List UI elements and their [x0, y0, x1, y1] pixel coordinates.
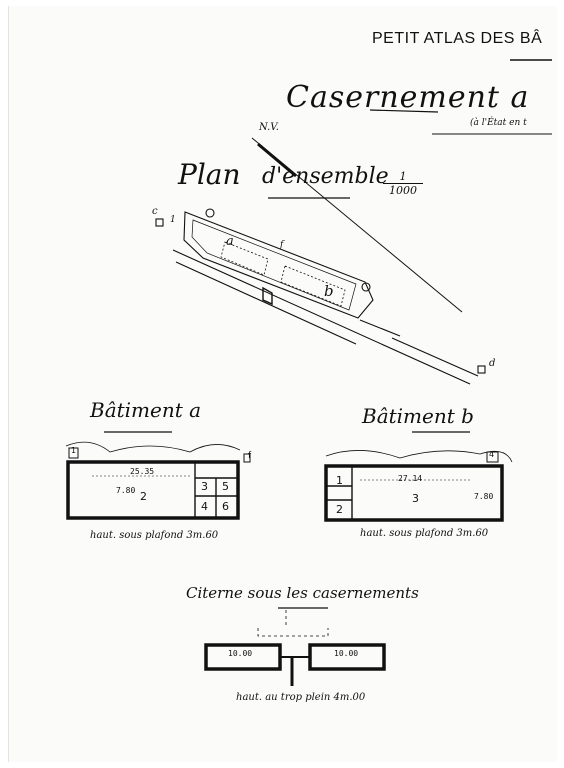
main-title: Casernement a — [286, 80, 530, 115]
batiment-b-width: 7.80 — [474, 492, 494, 501]
site-label-1: 1 — [170, 215, 176, 225]
citerne-caption: haut. au trop plein 4m.00 — [236, 692, 366, 703]
north-label: N.V. — [259, 122, 279, 133]
room-a-2: 2 — [140, 490, 147, 503]
batiment-a-width: 7.80 — [116, 486, 136, 495]
subtitle: (à l'État en t — [470, 118, 527, 128]
batiment-a-title: Bâtiment a — [90, 398, 202, 422]
scale-denominator: 1000 — [389, 184, 417, 197]
room-b-4: 4 — [489, 450, 495, 459]
plan-title-word: Plan — [178, 158, 241, 191]
room-a-1: 1 — [71, 446, 77, 455]
room-a-4: 4 — [201, 500, 208, 513]
room-b-3: 3 — [412, 492, 419, 505]
citerne-dim-right: 10.00 — [334, 649, 359, 658]
room-a-6: 6 — [222, 500, 229, 513]
site-label-d: d — [489, 358, 496, 369]
plan-batiment-b — [326, 450, 512, 520]
room-b-1: 1 — [336, 474, 343, 487]
site-label-c: c — [152, 206, 158, 217]
room-b-2: 2 — [336, 503, 343, 516]
batiment-b-caption: haut. sous plafond 3m.60 — [360, 528, 489, 539]
batiment-a-caption: haut. sous plafond 3m.60 — [90, 530, 219, 541]
plan-citerne — [206, 610, 384, 686]
site-label-f: f — [280, 240, 284, 250]
site-plan — [156, 209, 485, 384]
citerne-title: Citerne sous les casernements — [186, 584, 419, 602]
room-a-5: 5 — [222, 480, 229, 493]
site-label-a: a — [226, 234, 234, 249]
marker-c — [156, 219, 163, 226]
scale-numerator: 1 — [383, 170, 423, 184]
batiment-a-dimension: 25.35 — [130, 467, 155, 476]
batiment-b-title: Bâtiment b — [362, 404, 474, 428]
marker-d — [478, 366, 485, 373]
room-a-3: 3 — [201, 480, 208, 493]
atlas-title: PETIT ATLAS DES BÂ — [372, 30, 543, 47]
citerne-dim-left: 10.00 — [228, 649, 253, 658]
site-label-b: b — [324, 282, 334, 300]
plan-scale — [383, 170, 423, 197]
batiment-a-mark-f: f — [248, 451, 252, 461]
plan-title-rest: d'ensemble — [262, 164, 389, 189]
batiment-b-dimension: 27.14 — [398, 474, 423, 483]
